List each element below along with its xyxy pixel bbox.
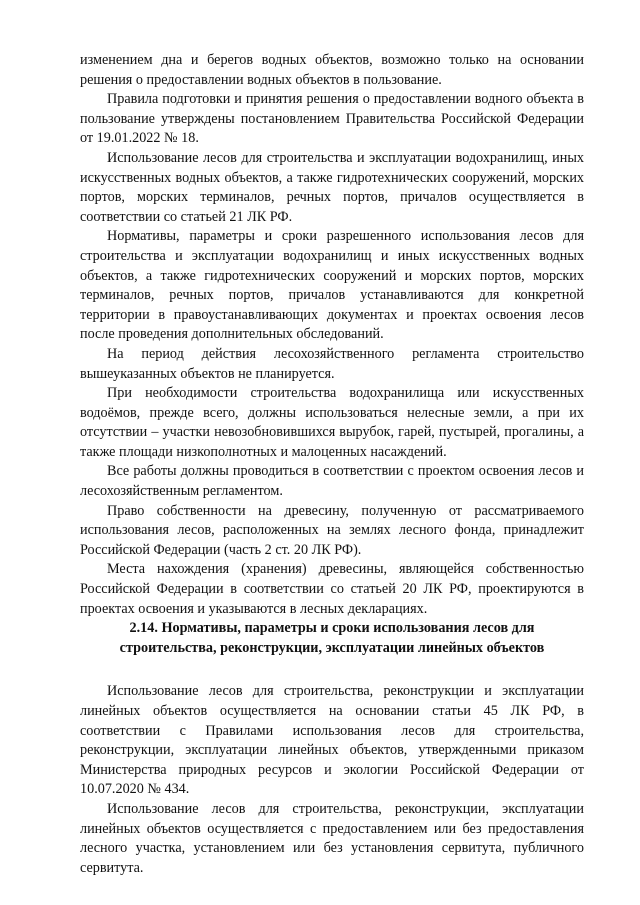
paragraph: Места нахождения (хранения) древесины, являющейся собственностью Российской Федерации в соответствии со статьей 20 ЛК РФ, проектируются в проектах освоения и указываются в лесных декларациях.: [80, 561, 584, 617]
paragraph: Правила подготовки и принятия решения о предоставлении водного объекта в пользование утверждены постановлением Правительства Российской Федерации от 19.01.2022 № 18.: [80, 91, 584, 147]
paragraph: Использование лесов для строительства, реконструкции, эксплуатации линейных объектов осуществляется с предоставлением или без предоставления лесного участка, установлением или без установления сервитута, публичного сервитута.: [80, 800, 584, 876]
paragraph: Использование лесов для строительства, реконструкции и эксплуатации линейных объектов осуществляется на основании статьи 45 ЛК РФ, в соответствии с Правилами использования лесов для строительства, реконструкции, эксплуатации линейных объектов, утвержденными приказом Министерства природных ресурсов и экологии Российской Федерации от 10.07.2020 № 434.: [80, 683, 584, 798]
paragraph: Право собственности на древесину, полученную от рассматриваемого использования лесов, расположенных на землях лесного фонда, принадлежит Российской Федерации (часть 2 ст. 20 ЛК РФ).: [80, 502, 584, 558]
paragraph: При необходимости строительства водохранилища или искусственных водоёмов, прежде всего, должны использоваться нелесные земли, а при их отсутствии – участки невозобновившихся вырубок, гарей, пустырей, прогалины, а также площади низкополнотных и малоценных насаждений.: [80, 385, 584, 460]
paragraph: изменением дна и берегов водных объектов, возможно только на основании решения о предоставлении водных объектов в пользование.: [80, 52, 584, 88]
section-heading: 2.14. Нормативы, параметры и сроки использования лесов для строительства, реконструкции, эксплуатации линейных объектов: [119, 620, 545, 656]
paragraph: Нормативы, параметры и сроки разрешенного использования лесов для строительства и эксплуатации водохранилищ и иных искусственных водных объектов, а также гидротехнических сооружений и морских портов, морских терминалов, речных портов, причалов устанавливаются для конкретной территории в правоустанавливающих документах и проектах освоения лесов после проведения дополнительных обследований.: [80, 228, 584, 343]
paragraph: Все работы должны проводиться в соответствии с проектом освоения лесов и лесохозяйственным регламентом.: [80, 463, 584, 500]
paragraph: На период действия лесохозяйственного регламента строительство вышеуказанных объектов не планируется.: [80, 345, 584, 382]
paragraph: Использование лесов для строительства и эксплуатации водохранилищ, иных искусственных водных объектов, а также гидротехнических сооружений, морских портов, морских терминалов, речных портов, причалов осуществляется в соответствии со статьей 21 ЛК РФ.: [80, 149, 584, 225]
